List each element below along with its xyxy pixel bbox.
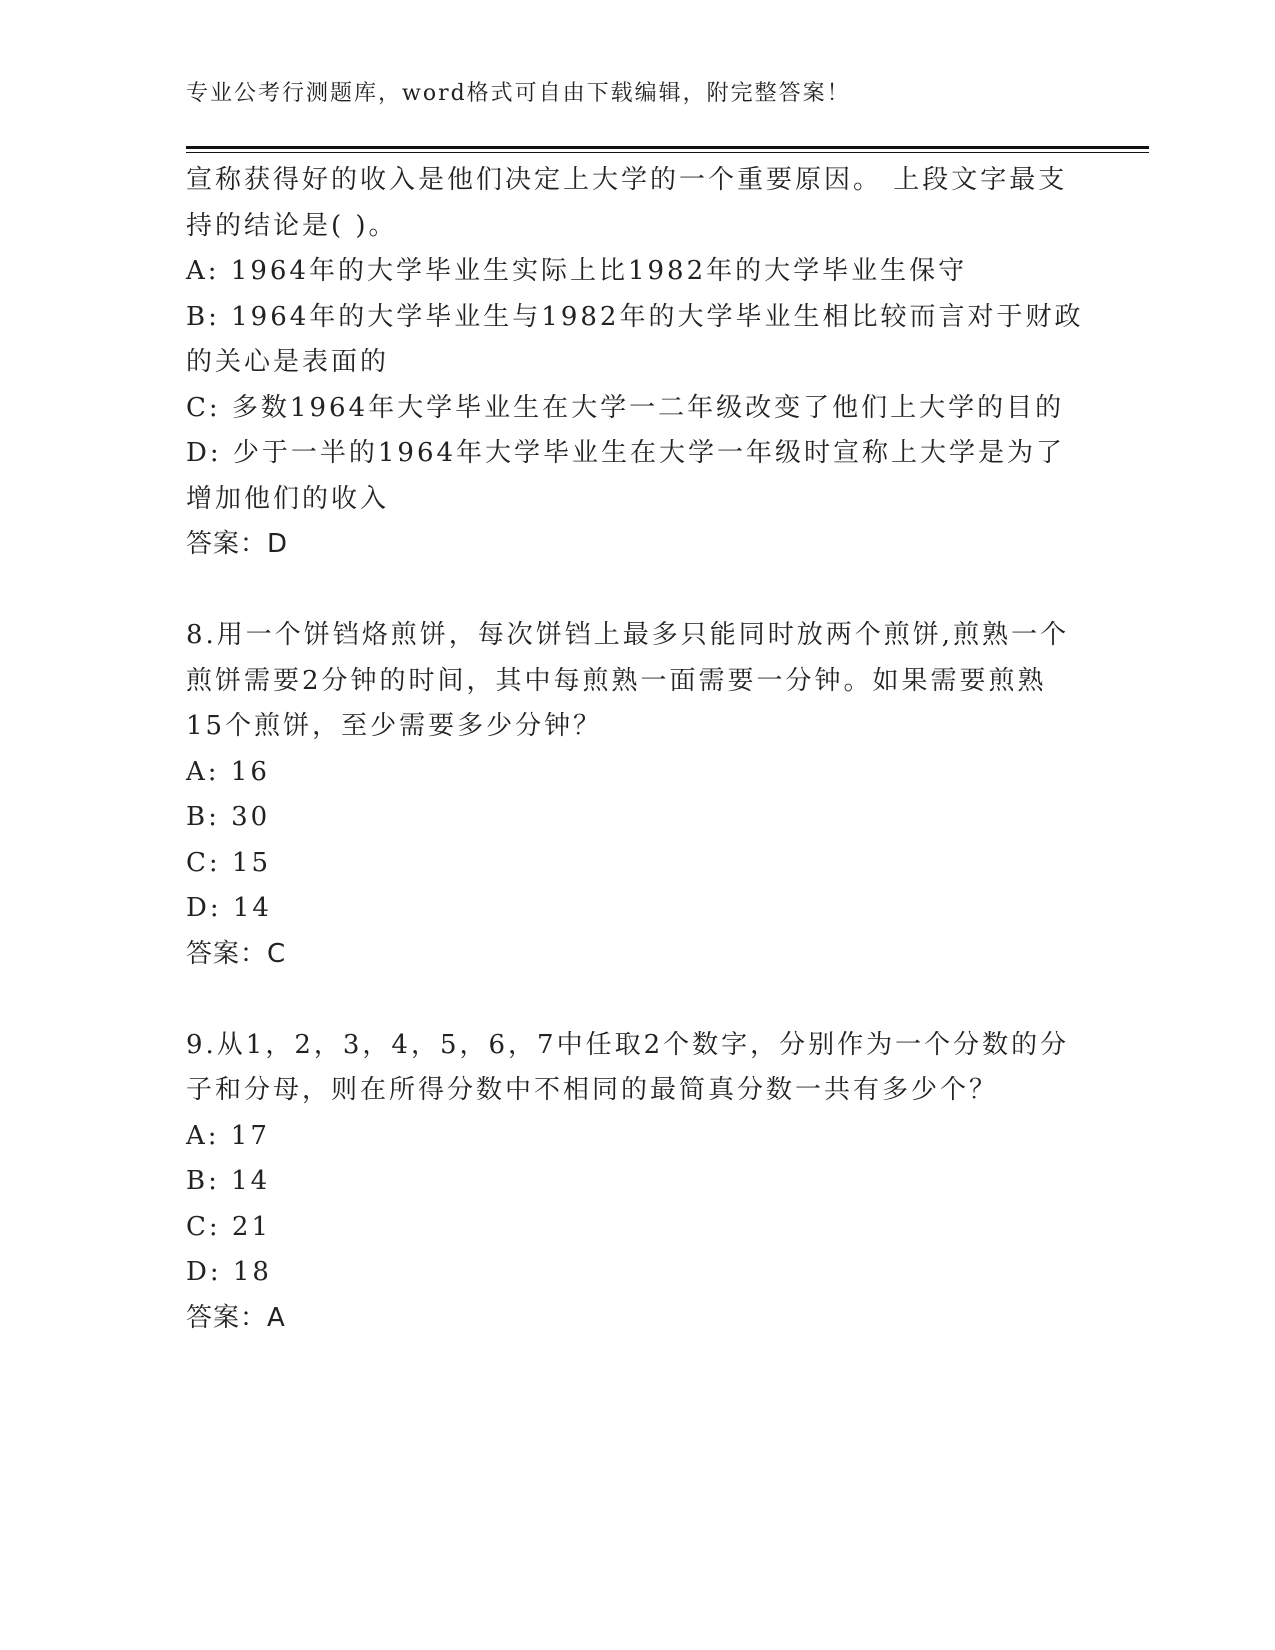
spacer xyxy=(186,568,1086,614)
spacer xyxy=(186,977,1086,1023)
answer-line: 答案：D xyxy=(186,529,289,559)
question-stem-line: 15个煎饼，至少需要多少分钟？ xyxy=(186,711,603,741)
question-content xyxy=(186,158,1086,1341)
option-b-line: B: 1964年的大学毕业生与1982年的大学毕业生相比较而言对于财政 xyxy=(186,301,1084,332)
option-b: B: 14 xyxy=(186,1166,271,1196)
question-stem-line: 8.用一个饼铛烙煎饼，每次饼铛上最多只能同时放两个煎饼,煎熟一个 xyxy=(186,620,1070,650)
question-7 xyxy=(186,158,1086,568)
option-a: A: 1964年的大学毕业生实际上比1982年的大学毕业生保守 xyxy=(186,256,968,286)
option-c: C: 多数1964年大学毕业生在大学一二年级改变了他们上大学的目的 xyxy=(186,392,1065,423)
option-d: D: 18 xyxy=(186,1257,272,1287)
question-stem-line: 煎饼需要2分钟的时间，其中每煎熟一面需要一分钟。如果需要煎熟 xyxy=(186,665,1047,696)
option-b: B: 30 xyxy=(186,802,271,832)
question-8 xyxy=(186,613,1086,977)
header-rule-thin xyxy=(186,152,1149,153)
question-stem-line: 9.从1，2，3，4，5，6，7中任取2个数字，分别作为一个分数的分 xyxy=(186,1029,1070,1060)
option-d: D: 14 xyxy=(186,893,272,923)
option-a: A: 16 xyxy=(186,756,270,787)
option-a: A: 17 xyxy=(186,1120,270,1151)
page-header: 专业公考行测题库，word格式可自由下载编辑，附完整答案！ xyxy=(186,81,851,106)
question-stem-line: 子和分母，则在所得分数中不相同的最简真分数一共有多少个？ xyxy=(186,1075,999,1105)
answer-line: 答案：C xyxy=(186,938,287,969)
header-rule-thick xyxy=(186,146,1149,149)
option-c: C: 15 xyxy=(186,847,272,878)
question-stem-line: 持的结论是( )。 xyxy=(186,210,398,241)
option-d-line: D: 少于一半的1964年大学毕业生在大学一年级时宣称上大学是为了 xyxy=(186,438,1066,468)
option-c: C: 21 xyxy=(186,1211,272,1242)
question-stem-line: 宣称获得好的收入是他们决定上大学的一个重要原因。 上段文字最支 xyxy=(186,165,1068,195)
answer-line: 答案：A xyxy=(186,1302,286,1333)
option-b-line: 的关心是表面的 xyxy=(186,347,390,377)
option-d-line: 增加他们的收入 xyxy=(186,483,390,514)
question-9 xyxy=(186,1023,1086,1342)
